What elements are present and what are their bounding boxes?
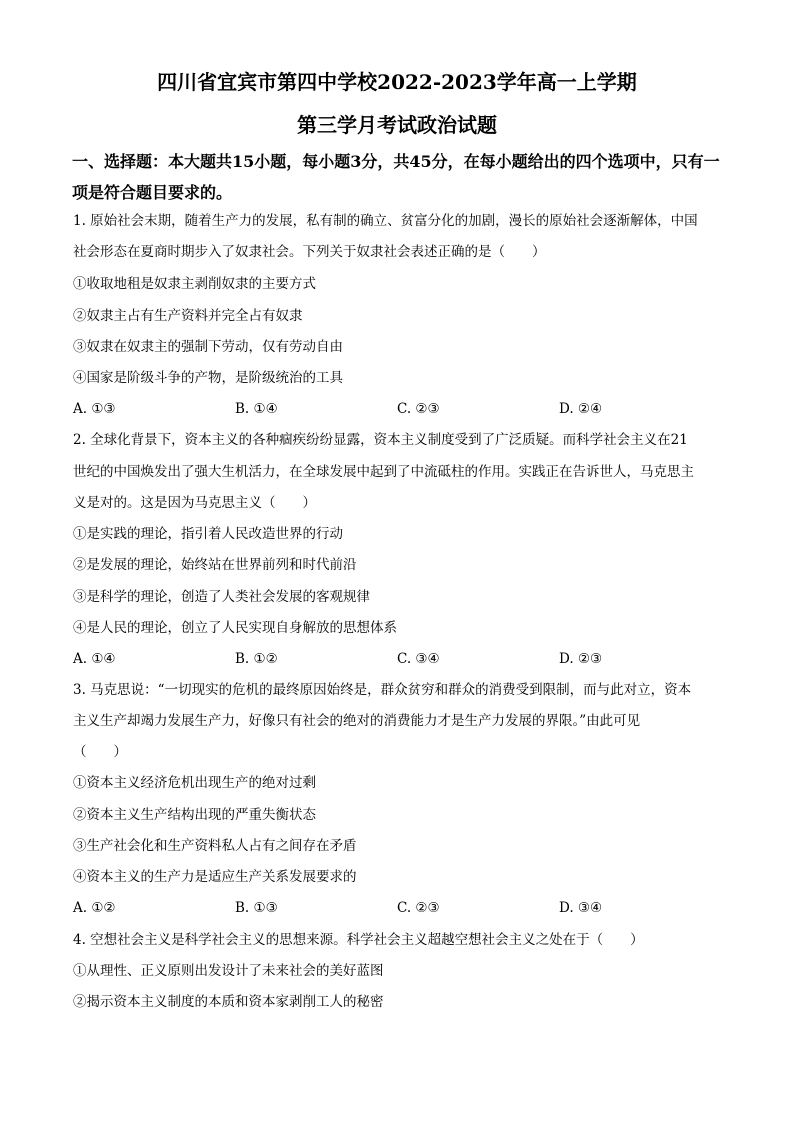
question-2-option-c[interactable]: C. ③④ <box>397 651 440 667</box>
question-1-statement-1: ①收取地租是奴隶主剥削奴隶的主要方式 <box>73 276 316 292</box>
question-2-options <box>73 649 733 669</box>
question-3-option-c[interactable]: C. ②③ <box>397 900 440 916</box>
question-1-statement-4: ④国家是阶级斗争的产物，是阶级统治的工具 <box>73 370 343 386</box>
question-1-option-b[interactable]: B. ①④ <box>235 401 278 417</box>
question-3-options <box>73 898 733 918</box>
question-1-option-c[interactable]: C. ②③ <box>397 401 440 417</box>
question-3-stem-line-3: （ ） <box>73 744 127 760</box>
question-2-stem-line-2: 世纪的中国焕发出了强大生机活力，在全球发展中起到了中流砥柱的作用。实践正在告诉世人，马克思主 <box>73 464 694 480</box>
question-3-option-a[interactable]: A. ①② <box>73 900 116 916</box>
question-2-statement-3: ③是科学的理论，创造了人类社会发展的客观规律 <box>73 589 370 605</box>
question-4-statement-1: ①从理性、正义原则出发设计了未来社会的美好蓝图 <box>73 963 384 979</box>
question-1-option-d[interactable]: D. ②④ <box>559 401 603 417</box>
question-2-option-d[interactable]: D. ②③ <box>559 651 603 667</box>
question-3-statement-3: ③生产社会化和生产资料私人占有之间存在矛盾 <box>73 838 357 854</box>
question-3-statement-1: ①资本主义经济危机出现生产的绝对过剩 <box>73 775 316 791</box>
question-1-option-a[interactable]: A. ①③ <box>73 401 116 417</box>
question-3-statement-2: ②资本主义生产结构出现的严重失衡状态 <box>73 807 316 823</box>
question-2-option-a[interactable]: A. ①④ <box>73 651 116 667</box>
question-4-stem-line-1: 4. 空想社会主义是科学社会主义的思想来源。科学社会主义超越空想社会主义之处在于（ ） <box>73 932 644 948</box>
question-1-statement-2: ②奴隶主占有生产资料并完全占有奴隶 <box>73 308 303 324</box>
question-3-statement-4: ④资本主义的生产力是适应生产关系发展要求的 <box>73 869 357 885</box>
question-4-statement-2: ②揭示资本主义制度的本质和资本家剥削工人的秘密 <box>73 994 384 1010</box>
question-2-statement-4: ④是人民的理论，创立了人民实现自身解放的思想体系 <box>73 620 397 636</box>
section-instruction: 一、选择题：本大题共15小题，每小题3分，共45分，在每小题给出的四个选项中，只有一项是符合题目要求的。 <box>72 152 720 202</box>
question-3-option-d[interactable]: D. ③④ <box>559 900 603 916</box>
question-1-stem-line-2: 社会形态在夏商时期步入了奴隶社会。下列关于奴隶社会表述正确的是（ ） <box>73 244 546 260</box>
question-2-stem-line-3: 义是对的。这是因为马克思主义（ ） <box>73 495 316 511</box>
question-2-option-b[interactable]: B. ①② <box>235 651 278 667</box>
question-3-stem-line-1: 3. 马克思说：“一切现实的危机的最终原因始终是，群众贫穷和群众的消费受到限制，而与此对立，资本 <box>73 682 692 698</box>
question-1-stem-line-1: 1. 原始社会末期，随着生产力的发展，私有制的确立、贫富分化的加剧，漫长的原始社会逐渐解体，中国 <box>73 213 698 229</box>
document-title-line-2: 第三学月考试政治试题 <box>297 113 497 137</box>
question-2-statement-2: ②是发展的理论，始终站在世界前列和时代前沿 <box>73 557 357 573</box>
document-title-line-1: 四川省宜宾市第四中学校2022-2023学年高一上学期 <box>157 70 637 94</box>
question-3-stem-line-2: 主义生产却竭力发展生产力，好像只有社会的绝对的消费能力才是生产力发展的界限。”由此可见 <box>73 713 641 729</box>
question-2-statement-1: ①是实践的理论，指引着人民改造世界的行动 <box>73 526 343 542</box>
question-1-options <box>73 399 733 419</box>
question-3-option-b[interactable]: B. ①③ <box>235 900 278 916</box>
question-2-stem-line-1: 2. 全球化背景下，资本主义的各种痼疾纷纷显露，资本主义制度受到了广泛质疑。而科学社会主义在21 <box>73 432 688 448</box>
question-1-statement-3: ③奴隶在奴隶主的强制下劳动，仅有劳动自由 <box>73 339 343 355</box>
